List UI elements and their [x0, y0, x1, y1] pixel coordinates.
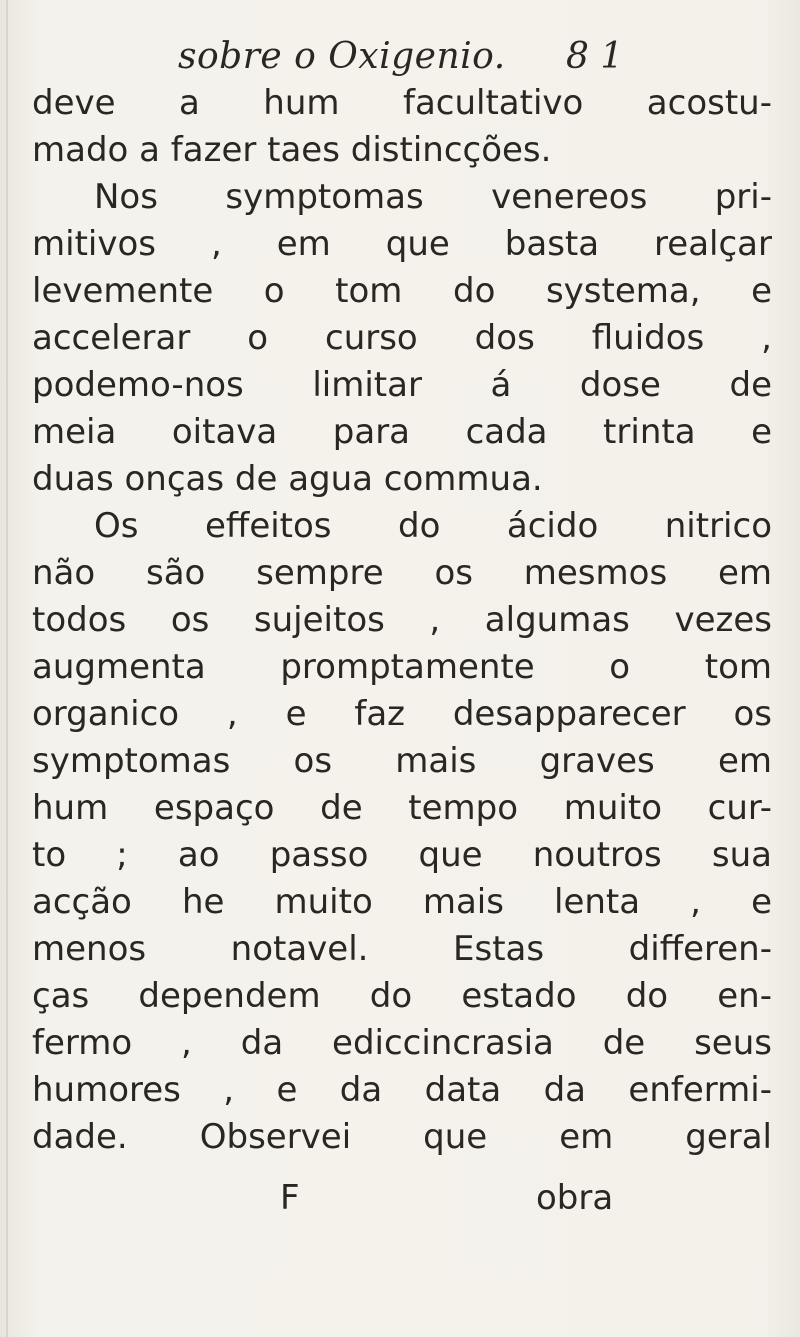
text-line: augmenta promptamente o tom	[32, 647, 772, 687]
text-line: meia oitava para cada trinta e	[32, 412, 772, 452]
text-line: deve a hum facultativo acostu-	[32, 83, 772, 123]
text-line: dade. Observei que em geral	[32, 1117, 772, 1157]
text-line: acção he muito mais lenta , e	[32, 882, 772, 922]
text-line: symptomas os mais graves em	[32, 741, 772, 781]
text-line: ças dependem do estado do en-	[32, 976, 772, 1016]
text-line: levemente o tom do systema, e	[32, 271, 772, 311]
gutter-edge	[6, 0, 8, 1337]
text-line: fermo , da ediccincrasia de seus	[32, 1023, 772, 1063]
text-line: não são sempre os mesmos em	[32, 553, 772, 593]
text-line: Os effeitos do ácido nitrico	[94, 506, 772, 546]
page-header	[0, 30, 800, 86]
text-line: mitivos , em que basta realçar	[32, 224, 772, 264]
text-line: humores , e da data da enfermi-	[32, 1070, 772, 1110]
text-line: mado a fazer taes distincções.	[32, 130, 552, 170]
text-line: accelerar o curso dos fluidos ,	[32, 318, 772, 358]
page-number: 8 1	[566, 36, 624, 77]
text-line: Nos symptomas venereos pri-	[94, 177, 772, 217]
body-text	[32, 80, 772, 1161]
page-footer	[0, 1178, 800, 1225]
text-line: todos os sujeitos , algumas vezes	[32, 600, 772, 640]
running-title: sobre o Oxigenio.	[178, 36, 506, 77]
text-line: hum espaço de tempo muito cur-	[32, 788, 772, 828]
text-line: podemo-nos limitar á dose de	[32, 365, 772, 405]
text-line: organico , e faz desapparecer os	[32, 694, 772, 734]
catchword: obra	[536, 1178, 614, 1218]
text-line: to ; ao passo que noutros sua	[32, 835, 772, 875]
signature-mark: F	[280, 1178, 300, 1218]
text-line: duas onças de agua commua.	[32, 459, 543, 499]
text-line: menos notavel. Estas differen-	[32, 929, 772, 969]
